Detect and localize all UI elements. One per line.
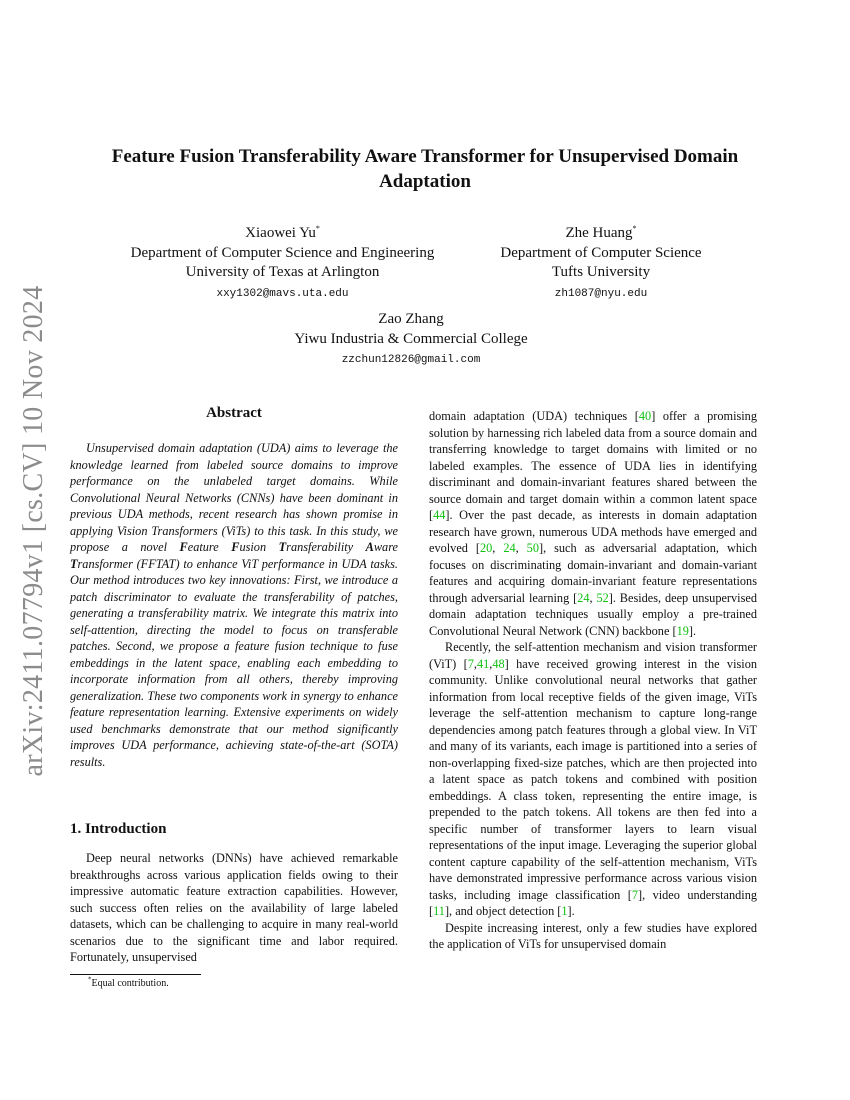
citation-link[interactable]: 52: [596, 590, 609, 605]
author-name: Zhe Huang*: [565, 224, 637, 241]
paper-title: Feature Fusion Transferability Aware Transformer for Unsupervised Domain Adaptation: [111, 146, 739, 192]
citation-link[interactable]: 20: [479, 541, 493, 555]
footnote: *Equal contribution.: [88, 975, 169, 989]
citation-link[interactable]: 11: [433, 904, 445, 918]
citation-link[interactable]: 44: [433, 508, 446, 522]
intro-paragraph-3: Despite increasing interest, only a few studies have explored the application of ViTs for unsupervised domain: [429, 920, 757, 951]
author-email: zzchun12826@gmail.com: [341, 354, 481, 366]
author-affiliation: Department of Computer Science and Engineering: [130, 244, 435, 261]
section-heading-introduction: 1. Introduction: [70, 821, 167, 837]
citation-link[interactable]: 50: [526, 541, 539, 555]
abstract-heading: Abstract: [206, 405, 262, 421]
abstract-text: Unsupervised domain adaptation (UDA) aims to leverage the knowledge learned from labeled source domains to improve performance on the unlabeled target domains. While Convolutional Neural Networks (CNNs) have been dominant in previous UDA methods, recent research has shown promise in applying Vision Transformers (ViTs) to this task. In this study, we propose a novel Feature Fusion Transferability Aware Transformer (FFTAT) to enhance ViT performance in UDA tasks. Our method introduces two key innovations: First, we introduce a patch discriminator to evaluate the transferability of patches, generating a transferability matrix. We integrate this matrix into self-attention, directing the model to focus on transferable patches. Second, we propose a feature fusion technique to fuse embeddings in the latent space, enabling each embedding to incorporate information from all others, thereby improving generalization. These two components work in synergy to enhance feature representation learning. Extensive experiments on widely used benchmarks demonstrate that our method significantly improves UDA performance, achieving state-of-the-art (SOTA) results.: [70, 441, 398, 769]
citation-link[interactable]: 48: [492, 656, 505, 671]
author-block-2: [482, 224, 720, 304]
citation-link[interactable]: 1: [561, 904, 568, 918]
author-name: Xiaowei Yu*: [245, 224, 320, 241]
intro-paragraph-2: Recently, the self-attention mechanism and vision transformer (ViT) [7,41,48] have received growing interest in the vision community. Unlike convolutional neural networks that gather information from local receptive fields of the given image, ViTs leverage the self-attention mechanism to capture long-range dependencies among patch features through a global view. In ViT and many of its variants, each image is partitioned into a series of non-overlapping fixed-size patches, which are then projected into a latent space as patch tokens and combined with position embeddings. A class token, representing the entire image, is prepended to the patch tokens. All tokens are then fed into a specific number of transformer layers to learn visual representations of the input image. Leveraging the superior global content capture capability of the self-attention mechanism, ViTs have demonstrated impressive performance across various vision tasks, including image classification [7], video understanding [11], and object detection [1].: [429, 640, 757, 918]
arxiv-sidebar-stamp: [11, 285, 57, 777]
citation-link[interactable]: 41: [476, 656, 490, 671]
author-block-1: [110, 224, 455, 304]
citation-link[interactable]: 19: [676, 623, 689, 638]
author-affiliation: Yiwu Industria & Commercial College: [294, 330, 528, 347]
citation-link[interactable]: 24: [503, 541, 516, 555]
citation-link[interactable]: 7: [467, 656, 474, 671]
author-institution: Tufts University: [551, 264, 651, 280]
right-column-text: [429, 408, 757, 953]
citation-link[interactable]: 40: [638, 409, 652, 423]
citation-link[interactable]: 24: [577, 590, 590, 605]
author-institution: University of Texas at Arlington: [185, 264, 380, 280]
arxiv-identifier: arXiv:2411.07794v1 [cs.CV] 10 Nov 2024: [18, 285, 49, 777]
author-email: xxy1302@mavs.uta.edu: [216, 287, 349, 300]
citation-link[interactable]: 7: [631, 887, 638, 902]
intro-paragraph-continued: domain adaptation (UDA) techniques [40] offer a promising solution by harnessing rich labeled data from a source domain and transferring knowledge to target domains with limited or no labeled examples. The essence of UDA lies in identifying discriminant and domain-invariant features shared between the source domain and target domain within a common latent space [44]. Over the past decade, as interests in domain adaptation research have grown, numerous UDA methods have emerged and evolved [20, 24, 50], such as adversarial adaptation, which focuses on discriminating domain-invariant and domain-variant features and acquiring domain-invariant feature representations through adversarial learning [24, 52]. Besides, deep unsupervised domain adaptation techniques usually employ a pre-trained Convolutional Neural Network (CNN) backbone [19].: [429, 409, 757, 638]
author-block-3: [250, 310, 572, 371]
intro-paragraph-1: Deep neural networks (DNNs) have achieved remarkable breakthroughs across various application fields owing to their impressive automatic feature extraction capabilities. However, such success often relies on the availability of large labeled datasets, which can be challenging to acquire in many real-world scenarios due to the significant time and labor required. Fortunately, unsupervised: [70, 851, 398, 964]
author-name: Zao Zhang: [378, 311, 444, 327]
author-affiliation: Department of Computer Science: [500, 244, 702, 261]
author-email: zh1087@nyu.edu: [554, 287, 648, 300]
